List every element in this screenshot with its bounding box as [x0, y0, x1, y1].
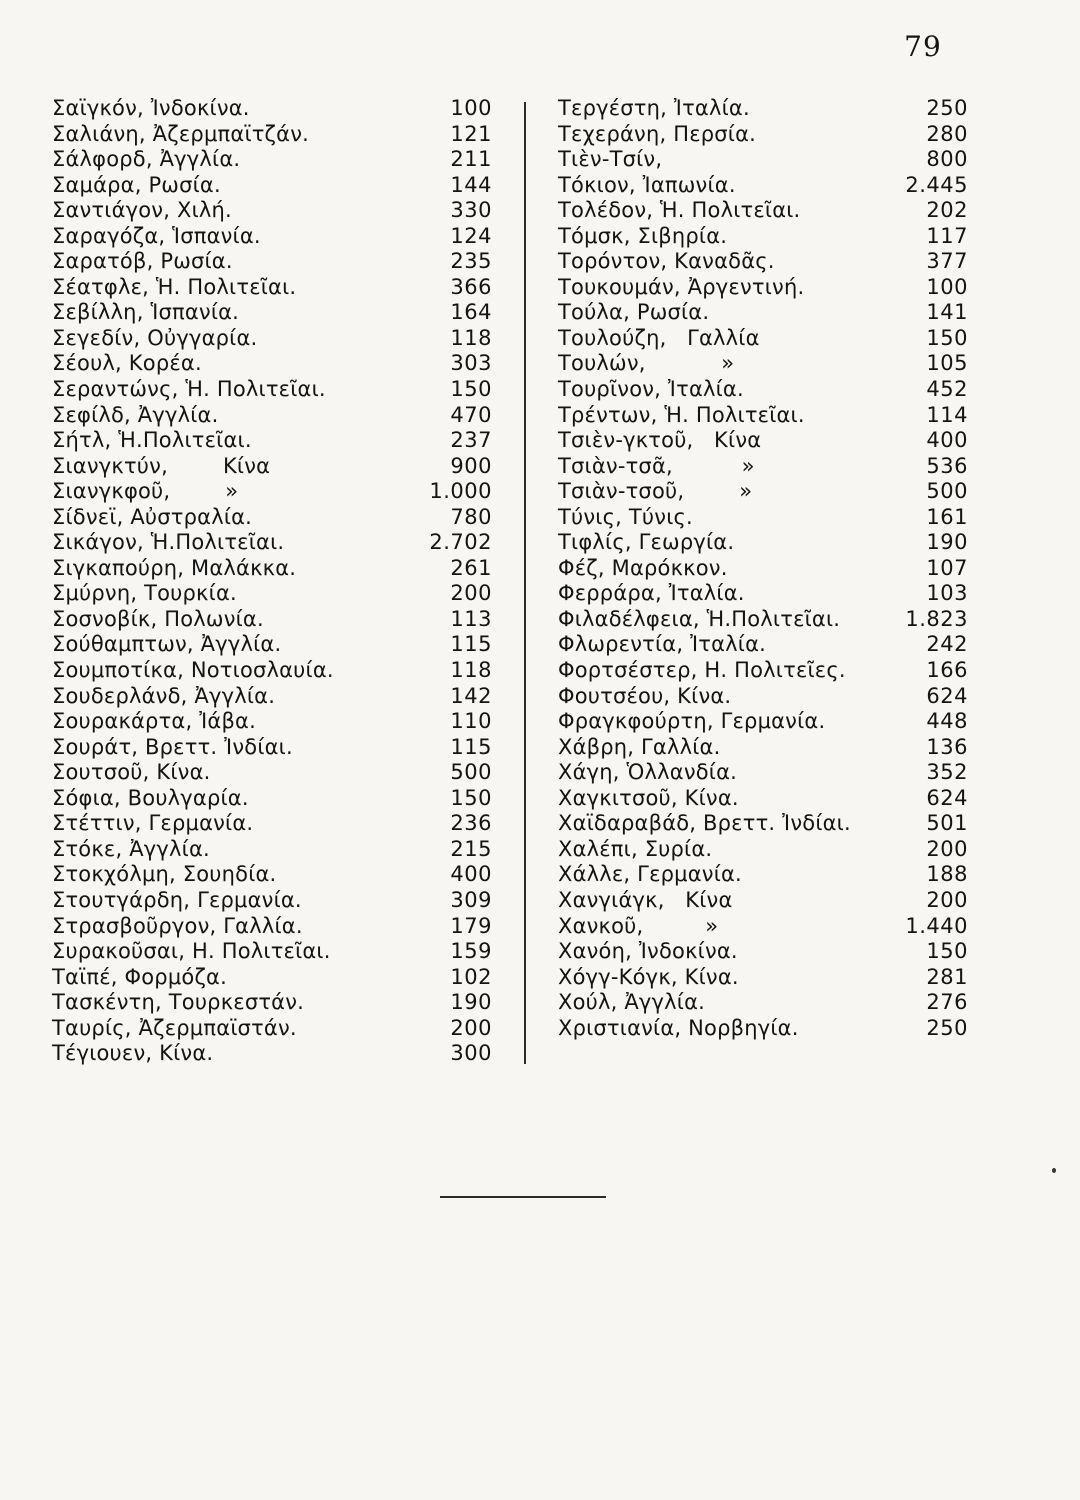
- list-item: [558, 122, 968, 148]
- population-value: 500: [450, 760, 492, 785]
- list-item: [558, 632, 968, 658]
- list-item: [52, 122, 492, 148]
- list-item: [558, 914, 968, 940]
- list-item: [52, 249, 492, 275]
- city-name: Τορόντον, Καναδᾶς.: [558, 249, 775, 274]
- population-value: 250: [926, 1015, 968, 1040]
- city-name: Χανκοῦ, »: [558, 913, 719, 938]
- population-value: 200: [450, 1015, 492, 1040]
- city-name: Σαρατόβ, Ρωσία.: [52, 249, 233, 274]
- city-name: Φέζ, Μαρόκκον.: [558, 555, 728, 580]
- city-name: Χαλέπι, Συρία.: [558, 836, 713, 861]
- right-column: [558, 96, 968, 1041]
- list-item: [558, 581, 968, 607]
- population-value: 136: [926, 734, 968, 759]
- list-item: [52, 351, 492, 377]
- city-name: Χάβρη, Γαλλία.: [558, 734, 721, 759]
- list-item: [558, 965, 968, 991]
- population-value: 2.445: [905, 172, 968, 197]
- city-name: Χάλλε, Γερμανία.: [558, 862, 742, 887]
- city-name: Τόκιον, Ἰαπωνία.: [558, 172, 736, 197]
- population-value: 352: [926, 760, 968, 785]
- list-item: [558, 530, 968, 556]
- list-item: [558, 147, 968, 173]
- list-item: [558, 300, 968, 326]
- population-value: 124: [450, 223, 492, 248]
- city-name: Στέττιν, Γερμανία.: [52, 811, 254, 836]
- city-name: Σιανγκτύν, Κίνα: [52, 453, 271, 478]
- population-value: 150: [926, 939, 968, 964]
- list-item: [52, 1016, 492, 1042]
- population-value: 142: [450, 683, 492, 708]
- list-item: [558, 454, 968, 480]
- list-item: [52, 198, 492, 224]
- city-name: Σουμποτίκα, Νοτιοσλαυία.: [52, 658, 334, 683]
- city-name: Τιφλίς, Γεωργία.: [558, 530, 735, 555]
- list-item: [558, 428, 968, 454]
- city-name: Τέγιουεν, Κίνα.: [52, 1041, 214, 1066]
- list-item: [52, 965, 492, 991]
- list-item: [52, 96, 492, 122]
- city-name: Τιὲν-Τσίν,: [558, 147, 663, 172]
- population-value: 215: [450, 836, 492, 861]
- city-name: Τολέδον, Ἡ. Πολιτεῖαι.: [558, 198, 801, 223]
- list-item: [52, 735, 492, 761]
- list-item: [558, 1016, 968, 1042]
- list-item: [558, 249, 968, 275]
- city-name: Τουκουμάν, Ἀργεντινή.: [558, 274, 805, 299]
- list-item: [558, 990, 968, 1016]
- list-item: [52, 505, 492, 531]
- city-name: Χάγη, Ὁλλανδία.: [558, 760, 738, 785]
- list-item: [52, 147, 492, 173]
- population-value: 166: [926, 658, 968, 683]
- list-item: [558, 837, 968, 863]
- city-name: Σαραγόζα, Ἱσπανία.: [52, 223, 261, 248]
- population-value: 1.440: [905, 913, 968, 938]
- population-value: 366: [450, 274, 492, 299]
- city-name: Στρασβοῦργον, Γαλλία.: [52, 913, 303, 938]
- population-value: 117: [926, 223, 968, 248]
- list-item: [52, 607, 492, 633]
- population-value: 536: [926, 453, 968, 478]
- city-name: Τουρῖνον, Ἰταλία.: [558, 377, 744, 402]
- city-name: Σούθαμπτων, Ἀγγλία.: [52, 632, 282, 657]
- list-item: [558, 735, 968, 761]
- city-name: Σεγεδίν, Οὐγγαρία.: [52, 325, 258, 350]
- city-name: Σουτσοῦ, Κίνα.: [52, 760, 211, 785]
- city-name: Σμύρνη, Τουρκία.: [52, 581, 237, 606]
- list-item: [558, 607, 968, 633]
- city-name: Φερράρα, Ἰταλία.: [558, 581, 745, 606]
- population-value: 452: [926, 377, 968, 402]
- population-value: 1.823: [905, 606, 968, 631]
- city-name: Στουτγάρδη, Γερμανία.: [52, 887, 302, 912]
- list-item: [558, 377, 968, 403]
- list-item: [52, 888, 492, 914]
- city-name: Σιγκαπούρη, Μαλάκκα.: [52, 555, 297, 580]
- population-value: 118: [450, 658, 492, 683]
- bottom-rule: [440, 1196, 606, 1198]
- population-value: 100: [450, 96, 492, 120]
- population-value: 107: [926, 555, 968, 580]
- list-item: [52, 377, 492, 403]
- population-value: 2.702: [429, 530, 492, 555]
- population-value: 624: [926, 785, 968, 810]
- city-name: Σεφίλδ, Ἀγγλία.: [52, 402, 219, 427]
- population-value: 250: [926, 96, 968, 120]
- population-value: 780: [450, 504, 492, 529]
- population-value: 121: [450, 121, 492, 146]
- city-name: Χανγιάγκ, Κίνα: [558, 887, 733, 912]
- city-name: Χαϊδαραβάδ, Βρεττ. Ἰνδίαι.: [558, 811, 851, 836]
- list-item: [558, 326, 968, 352]
- city-name: Τρέντων, Ἡ. Πολιτεῖαι.: [558, 402, 805, 427]
- list-item: [52, 709, 492, 735]
- list-item: [52, 632, 492, 658]
- city-name: Τόμσκ, Σιβηρία.: [558, 223, 728, 248]
- city-name: Χόγγ-Κόγκ, Κίνα.: [558, 964, 739, 989]
- population-value: 200: [926, 836, 968, 861]
- city-name: Ταϊπέ, Φορμόζα.: [52, 964, 227, 989]
- population-value: 188: [926, 862, 968, 887]
- city-name: Σαϊγκόν, Ἰνδοκίνα.: [52, 96, 250, 120]
- population-value: 300: [450, 1041, 492, 1066]
- list-item: [558, 786, 968, 812]
- city-name: Τεχεράνη, Περσία.: [558, 121, 757, 146]
- city-name: Σέουλ, Κορέα.: [52, 351, 202, 376]
- city-name: Τασκέντη, Τουρκεστάν.: [52, 990, 305, 1015]
- page-number: 79: [904, 30, 942, 63]
- list-item: [52, 479, 492, 505]
- list-item: [52, 914, 492, 940]
- list-item: [52, 1041, 492, 1067]
- population-value: 377: [926, 249, 968, 274]
- population-value: 242: [926, 632, 968, 657]
- population-value: 800: [926, 147, 968, 172]
- list-item: [52, 811, 492, 837]
- population-value: 102: [450, 964, 492, 989]
- list-item: [52, 428, 492, 454]
- list-item: [558, 224, 968, 250]
- population-value: 115: [450, 734, 492, 759]
- population-value: 280: [926, 121, 968, 146]
- city-name: Χούλ, Ἀγγλία.: [558, 990, 706, 1015]
- list-item: [558, 888, 968, 914]
- list-item: [52, 275, 492, 301]
- population-value: 190: [450, 990, 492, 1015]
- population-value: 276: [926, 990, 968, 1015]
- city-name: Σόφια, Βουλγαρία.: [52, 785, 249, 810]
- population-value: 330: [450, 198, 492, 223]
- list-item: [52, 990, 492, 1016]
- city-name: Σουράτ, Βρεττ. Ἰνδίαι.: [52, 734, 293, 759]
- population-value: 144: [450, 172, 492, 197]
- list-item: [52, 760, 492, 786]
- list-item: [52, 837, 492, 863]
- city-name: Σήτλ, Ἡ.Πολιτεῖαι.: [52, 428, 252, 453]
- population-value: 103: [926, 581, 968, 606]
- population-value: 900: [450, 453, 492, 478]
- population-value: 236: [450, 811, 492, 836]
- population-value: 1.000: [429, 479, 492, 504]
- column-divider: [524, 102, 526, 1064]
- city-name: Συρακοῦσαι, Η. Πολιτεῖαι.: [52, 939, 331, 964]
- list-item: [558, 939, 968, 965]
- population-value: 150: [450, 785, 492, 810]
- page-speck: [1052, 1168, 1056, 1173]
- city-name: Φλωρεντία, Ἰταλία.: [558, 632, 767, 657]
- city-name: Χαγκιτσοῦ, Κίνα.: [558, 785, 739, 810]
- city-name: Σουδερλάνδ, Ἀγγλία.: [52, 683, 276, 708]
- population-value: 150: [926, 325, 968, 350]
- population-value: 115: [450, 632, 492, 657]
- city-name: Σεβίλλη, Ἱσπανία.: [52, 300, 240, 325]
- population-value: 400: [926, 428, 968, 453]
- city-name: Τούλα, Ρωσία.: [558, 300, 710, 325]
- population-value: 105: [926, 351, 968, 376]
- population-value: 470: [450, 402, 492, 427]
- list-item: [52, 939, 492, 965]
- city-name: Στοκχόλμη, Σουηδία.: [52, 862, 277, 887]
- population-value: 164: [450, 300, 492, 325]
- list-item: [558, 96, 968, 122]
- list-item: [558, 198, 968, 224]
- city-name: Φιλαδέλφεια, Ἡ.Πολιτεῖαι.: [558, 606, 841, 631]
- city-name: Χριστιανία, Νορβηγία.: [558, 1015, 799, 1040]
- left-column: [52, 96, 492, 1067]
- list-item: [52, 300, 492, 326]
- list-item: [52, 862, 492, 888]
- list-item: [558, 709, 968, 735]
- city-name: Τσιὲν-γκτοῦ, Κίνα: [558, 428, 762, 453]
- city-name: Σουρακάρτα, Ἰάβα.: [52, 709, 256, 734]
- list-item: [558, 684, 968, 710]
- list-item: [52, 224, 492, 250]
- list-item: [52, 530, 492, 556]
- city-name: Σαλιάνη, Ἀζερμπαϊτζάν.: [52, 121, 310, 146]
- population-value: 501: [926, 811, 968, 836]
- list-item: [558, 862, 968, 888]
- city-name: Σιανγκφοῦ, »: [52, 479, 239, 504]
- list-item: [52, 684, 492, 710]
- city-name: Στόκε, Ἀγγλία.: [52, 836, 210, 861]
- population-value: 200: [450, 581, 492, 606]
- city-name: Σικάγον, Ἡ.Πολιτεῖαι.: [52, 530, 285, 555]
- list-item: [52, 454, 492, 480]
- city-name: Σέατφλε, Ἡ. Πολιτεῖαι.: [52, 274, 297, 299]
- city-name: Φραγκφούρτη, Γερμανία.: [558, 709, 826, 734]
- list-item: [558, 403, 968, 429]
- population-value: 281: [926, 964, 968, 989]
- list-item: [558, 173, 968, 199]
- population-value: 179: [450, 913, 492, 938]
- list-item: [52, 786, 492, 812]
- list-item: [558, 479, 968, 505]
- population-value: 114: [926, 402, 968, 427]
- city-name: Σίδνεϊ, Αὐστραλία.: [52, 504, 253, 529]
- city-name: Τεργέστη, Ἰταλία.: [558, 96, 750, 120]
- list-item: [558, 658, 968, 684]
- population-value: 190: [926, 530, 968, 555]
- list-item: [52, 658, 492, 684]
- population-value: 303: [450, 351, 492, 376]
- population-value: 500: [926, 479, 968, 504]
- city-name: Σεραντώνς, Ἡ. Πολιτεῖαι.: [52, 377, 326, 402]
- city-name: Σοσνοβίκ, Πολωνία.: [52, 606, 264, 631]
- population-value: 113: [450, 606, 492, 631]
- population-value: 261: [450, 555, 492, 580]
- list-item: [52, 326, 492, 352]
- population-value: 200: [926, 887, 968, 912]
- population-value: 235: [450, 249, 492, 274]
- city-name: Τουλούζη, Γαλλία: [558, 325, 760, 350]
- city-name: Τσιὰν-τσᾶ, »: [558, 453, 755, 478]
- list-item: [52, 173, 492, 199]
- city-name: Χανόη, Ἰνδοκίνα.: [558, 939, 738, 964]
- population-value: 400: [450, 862, 492, 887]
- list-item: [52, 403, 492, 429]
- population-value: 141: [926, 300, 968, 325]
- city-name: Ταυρίς, Ἀζερμπαϊστάν.: [52, 1015, 297, 1040]
- population-value: 150: [450, 377, 492, 402]
- city-name: Σαντιάγον, Χιλή.: [52, 198, 232, 223]
- population-value: 448: [926, 709, 968, 734]
- city-name: Φουτσέου, Κίνα.: [558, 683, 732, 708]
- city-name: Φορτσέστερ, Η. Πολιτεῖες.: [558, 658, 846, 683]
- list-item: [558, 275, 968, 301]
- list-item: [52, 556, 492, 582]
- population-value: 161: [926, 504, 968, 529]
- population-value: 202: [926, 198, 968, 223]
- city-name: Σάλφορδ, Ἀγγλία.: [52, 147, 241, 172]
- list-item: [558, 556, 968, 582]
- population-value: 100: [926, 274, 968, 299]
- population-value: 118: [450, 325, 492, 350]
- city-name: Σαμάρα, Ρωσία.: [52, 172, 221, 197]
- population-value: 309: [450, 887, 492, 912]
- population-value: 159: [450, 939, 492, 964]
- population-value: 110: [450, 709, 492, 734]
- city-name: Τουλών, »: [558, 351, 735, 376]
- city-name: Τύνις, Τύνις.: [558, 504, 693, 529]
- list-item: [558, 811, 968, 837]
- population-value: 237: [450, 428, 492, 453]
- list-item: [52, 581, 492, 607]
- list-item: [558, 505, 968, 531]
- list-item: [558, 351, 968, 377]
- population-value: 624: [926, 683, 968, 708]
- population-value: 211: [450, 147, 492, 172]
- list-item: [558, 760, 968, 786]
- city-name: Τσιὰν-τσοῦ, »: [558, 479, 753, 504]
